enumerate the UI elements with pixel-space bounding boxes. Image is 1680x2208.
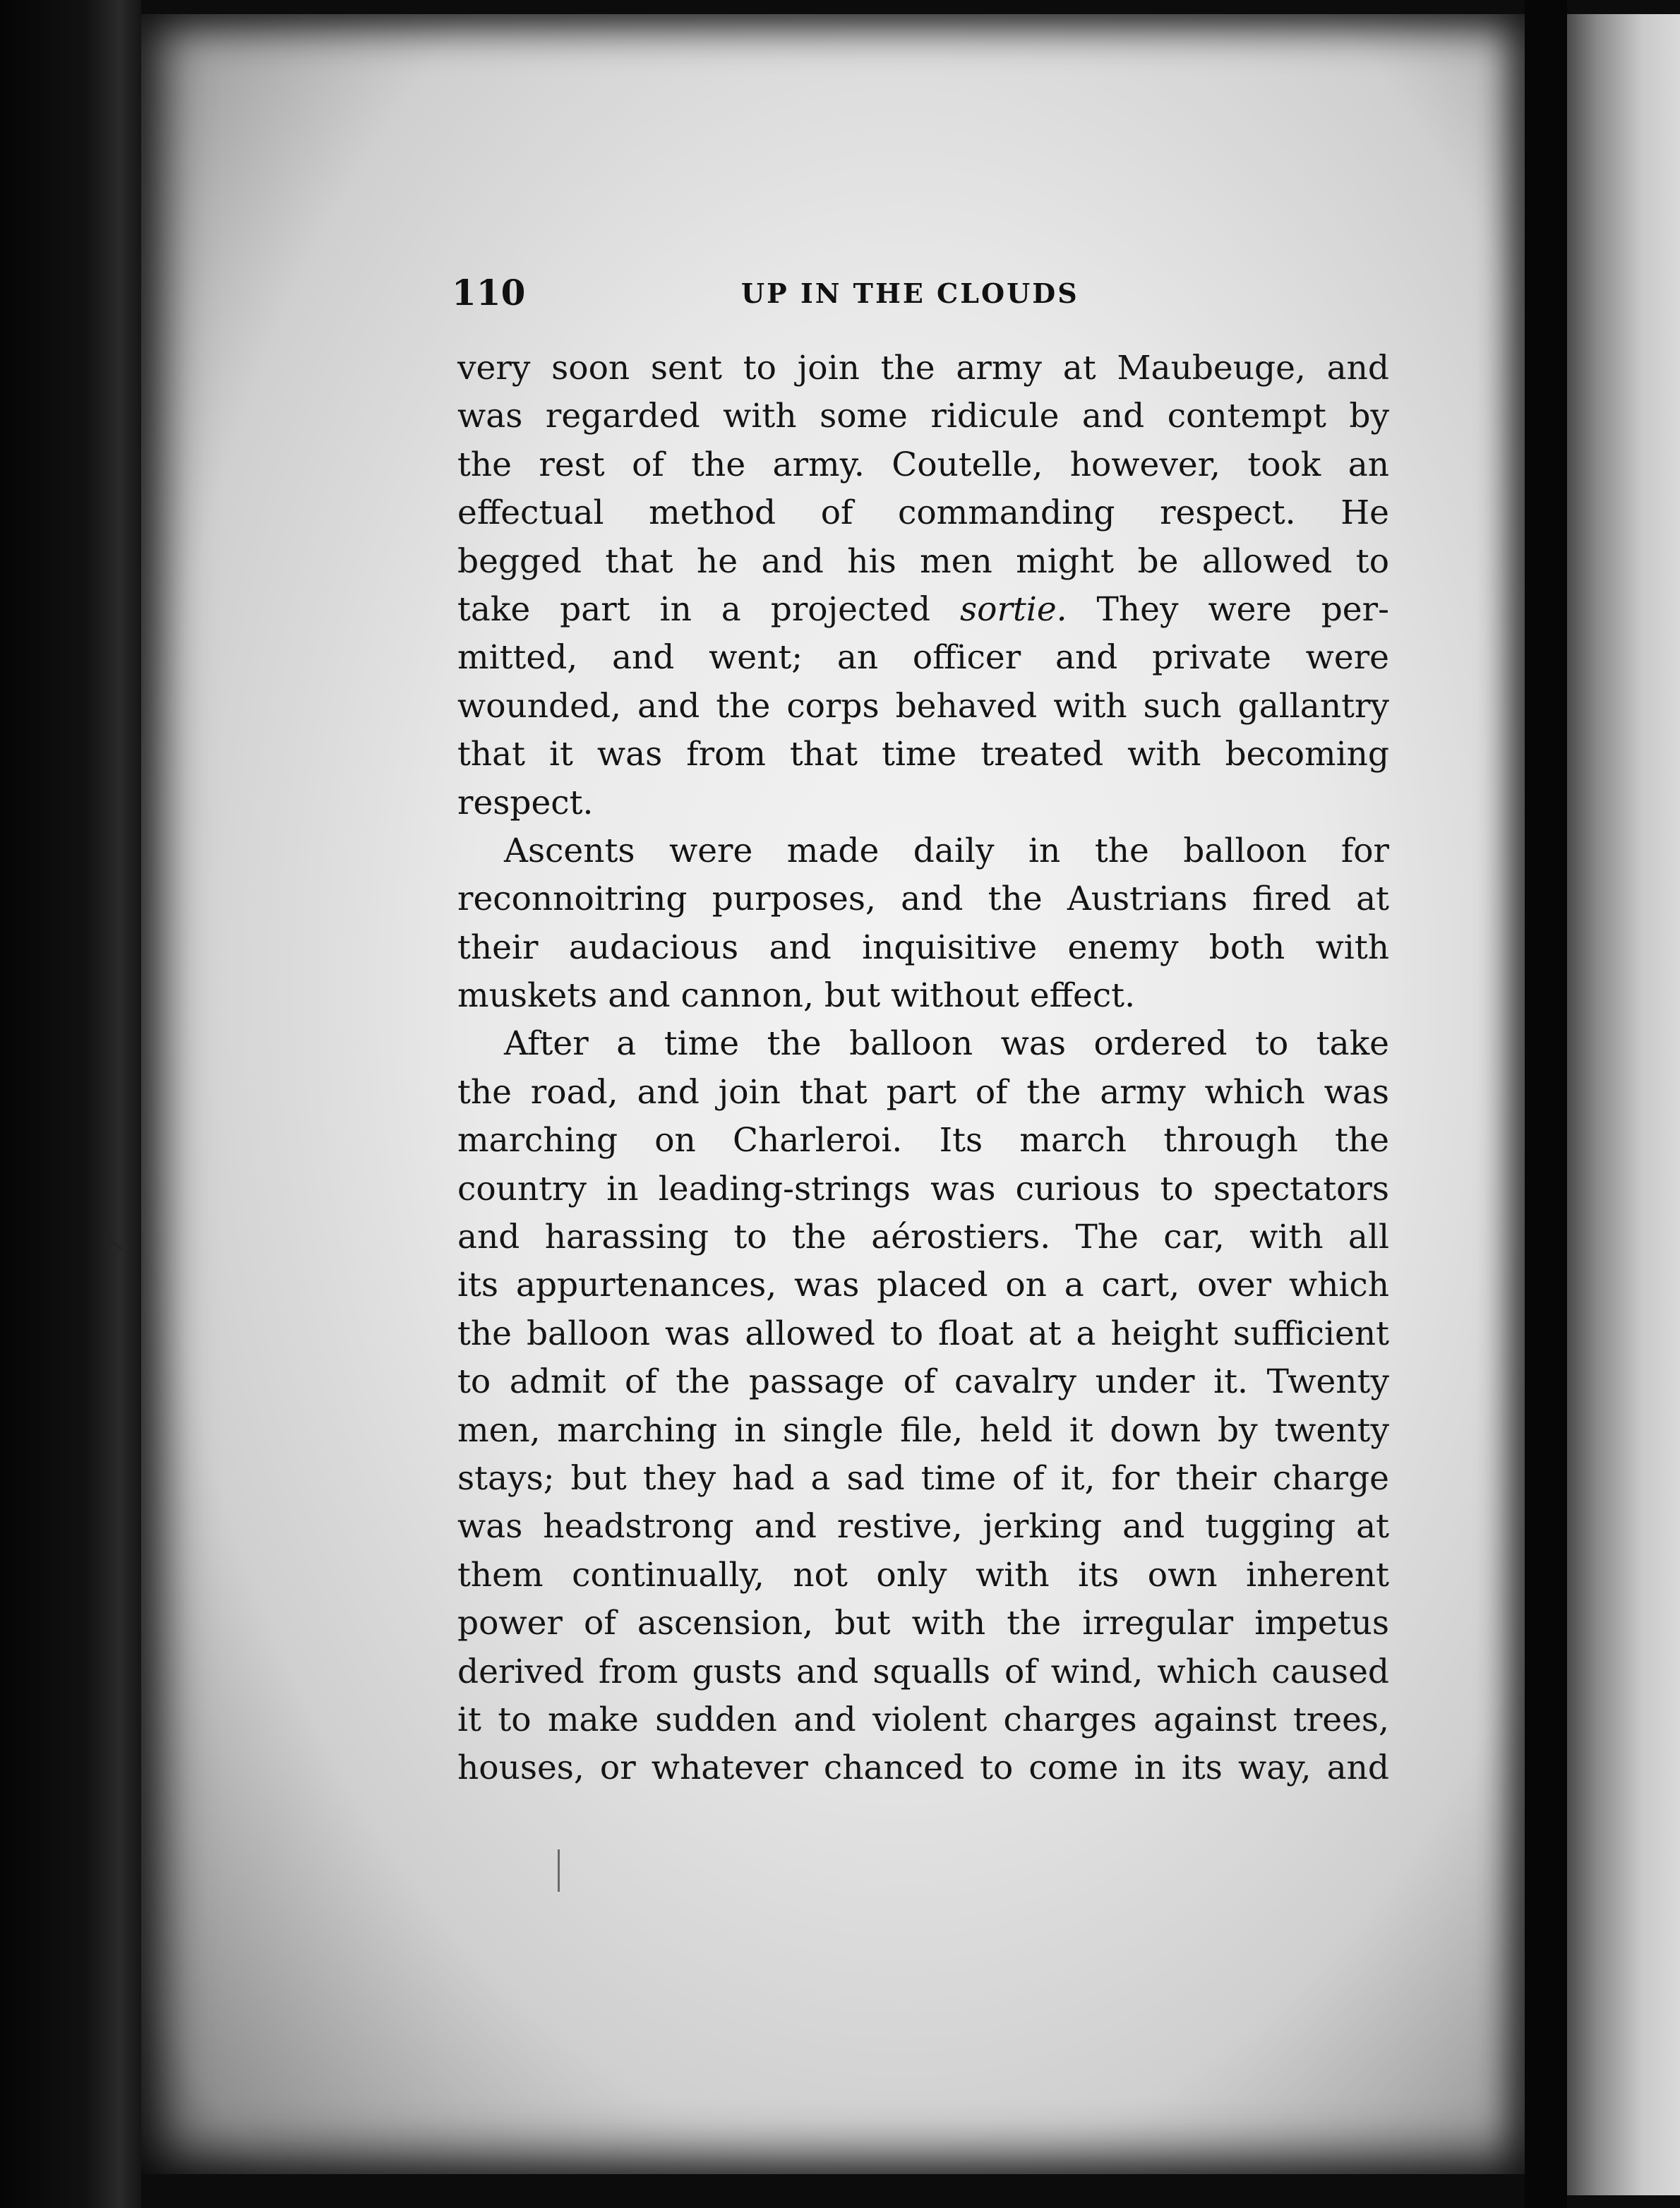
- text-line: houses, or whatever chanced to come in its way, and: [457, 1748, 1389, 1788]
- text-line: it to make sudden and violent charges against trees,: [457, 1700, 1389, 1739]
- text-line: respect.: [457, 783, 594, 822]
- text-line: that it was from that time treated with becoming: [457, 735, 1389, 774]
- book-spine-edge: [0, 0, 141, 2208]
- text-line: and harassing to the aérostiers. The car, with all: [457, 1218, 1389, 1257]
- italic-word: sortie.: [960, 589, 1067, 629]
- page-gutter: [1525, 0, 1567, 2208]
- text-line: its appurtenances, was placed on a cart, over which: [457, 1266, 1389, 1305]
- text-line: mitted, and went; an officer and private were: [457, 638, 1389, 678]
- adjacent-page-edge: [1553, 14, 1680, 2195]
- page-number: 110: [452, 272, 526, 313]
- text-line: was regarded with some ridicule and contempt by: [457, 397, 1389, 436]
- running-title: UP IN THE CLOUDS: [741, 277, 1079, 309]
- paragraph-first-line: After a time the balloon was ordered to take: [504, 1024, 1389, 1064]
- text-line: stays; but they had a sad time of it, for their charge: [457, 1458, 1389, 1498]
- text-line: the rest of the army. Coutelle, however, took an: [457, 445, 1389, 484]
- text-line: very soon sent to join the army at Maubeuge, and: [457, 349, 1389, 388]
- text-line: effectual method of commanding respect. He: [457, 493, 1389, 533]
- scan-artifact-mark: [558, 1849, 560, 1892]
- text-line: muskets and cannon, but without effect.: [457, 976, 1136, 1016]
- text-line: marching on Charleroi. Its march through the: [457, 1121, 1389, 1160]
- text-line: them continually, not only with its own inherent: [457, 1555, 1389, 1595]
- text-line: wounded, and the corps behaved with such gallantry: [457, 686, 1389, 726]
- text-line: was headstrong and restive, jerking and tugging at: [457, 1507, 1389, 1547]
- text-line: country in leading-strings was curious to spectators: [457, 1169, 1389, 1208]
- text-line: begged that he and his men might be allowed to: [457, 541, 1389, 581]
- text-line: men, marching in single file, held it down by twenty: [457, 1410, 1389, 1450]
- text-fragment: take part in a projected: [457, 589, 931, 629]
- text-fragment: They were per-: [1096, 589, 1389, 629]
- text-line-with-italic: [457, 586, 1389, 634]
- text-line: reconnoitring purposes, and the Austrians fired at: [457, 880, 1389, 919]
- text-line: derived from gusts and squalls of wind, which caused: [457, 1652, 1389, 1691]
- text-line: power of ascension, but with the irregular impetus: [457, 1604, 1389, 1643]
- body-text: [457, 344, 1389, 1793]
- page-header: [452, 272, 1384, 314]
- text-line: the balloon was allowed to float at a height sufficient: [457, 1314, 1389, 1353]
- text-line: their audacious and inquisitive enemy both with: [457, 928, 1389, 967]
- text-line: the road, and join that part of the army which was: [457, 1072, 1389, 1112]
- paragraph-first-line: Ascents were made daily in the balloon for: [504, 831, 1389, 870]
- text-line: to admit of the passage of cavalry under it. Twenty: [457, 1362, 1389, 1402]
